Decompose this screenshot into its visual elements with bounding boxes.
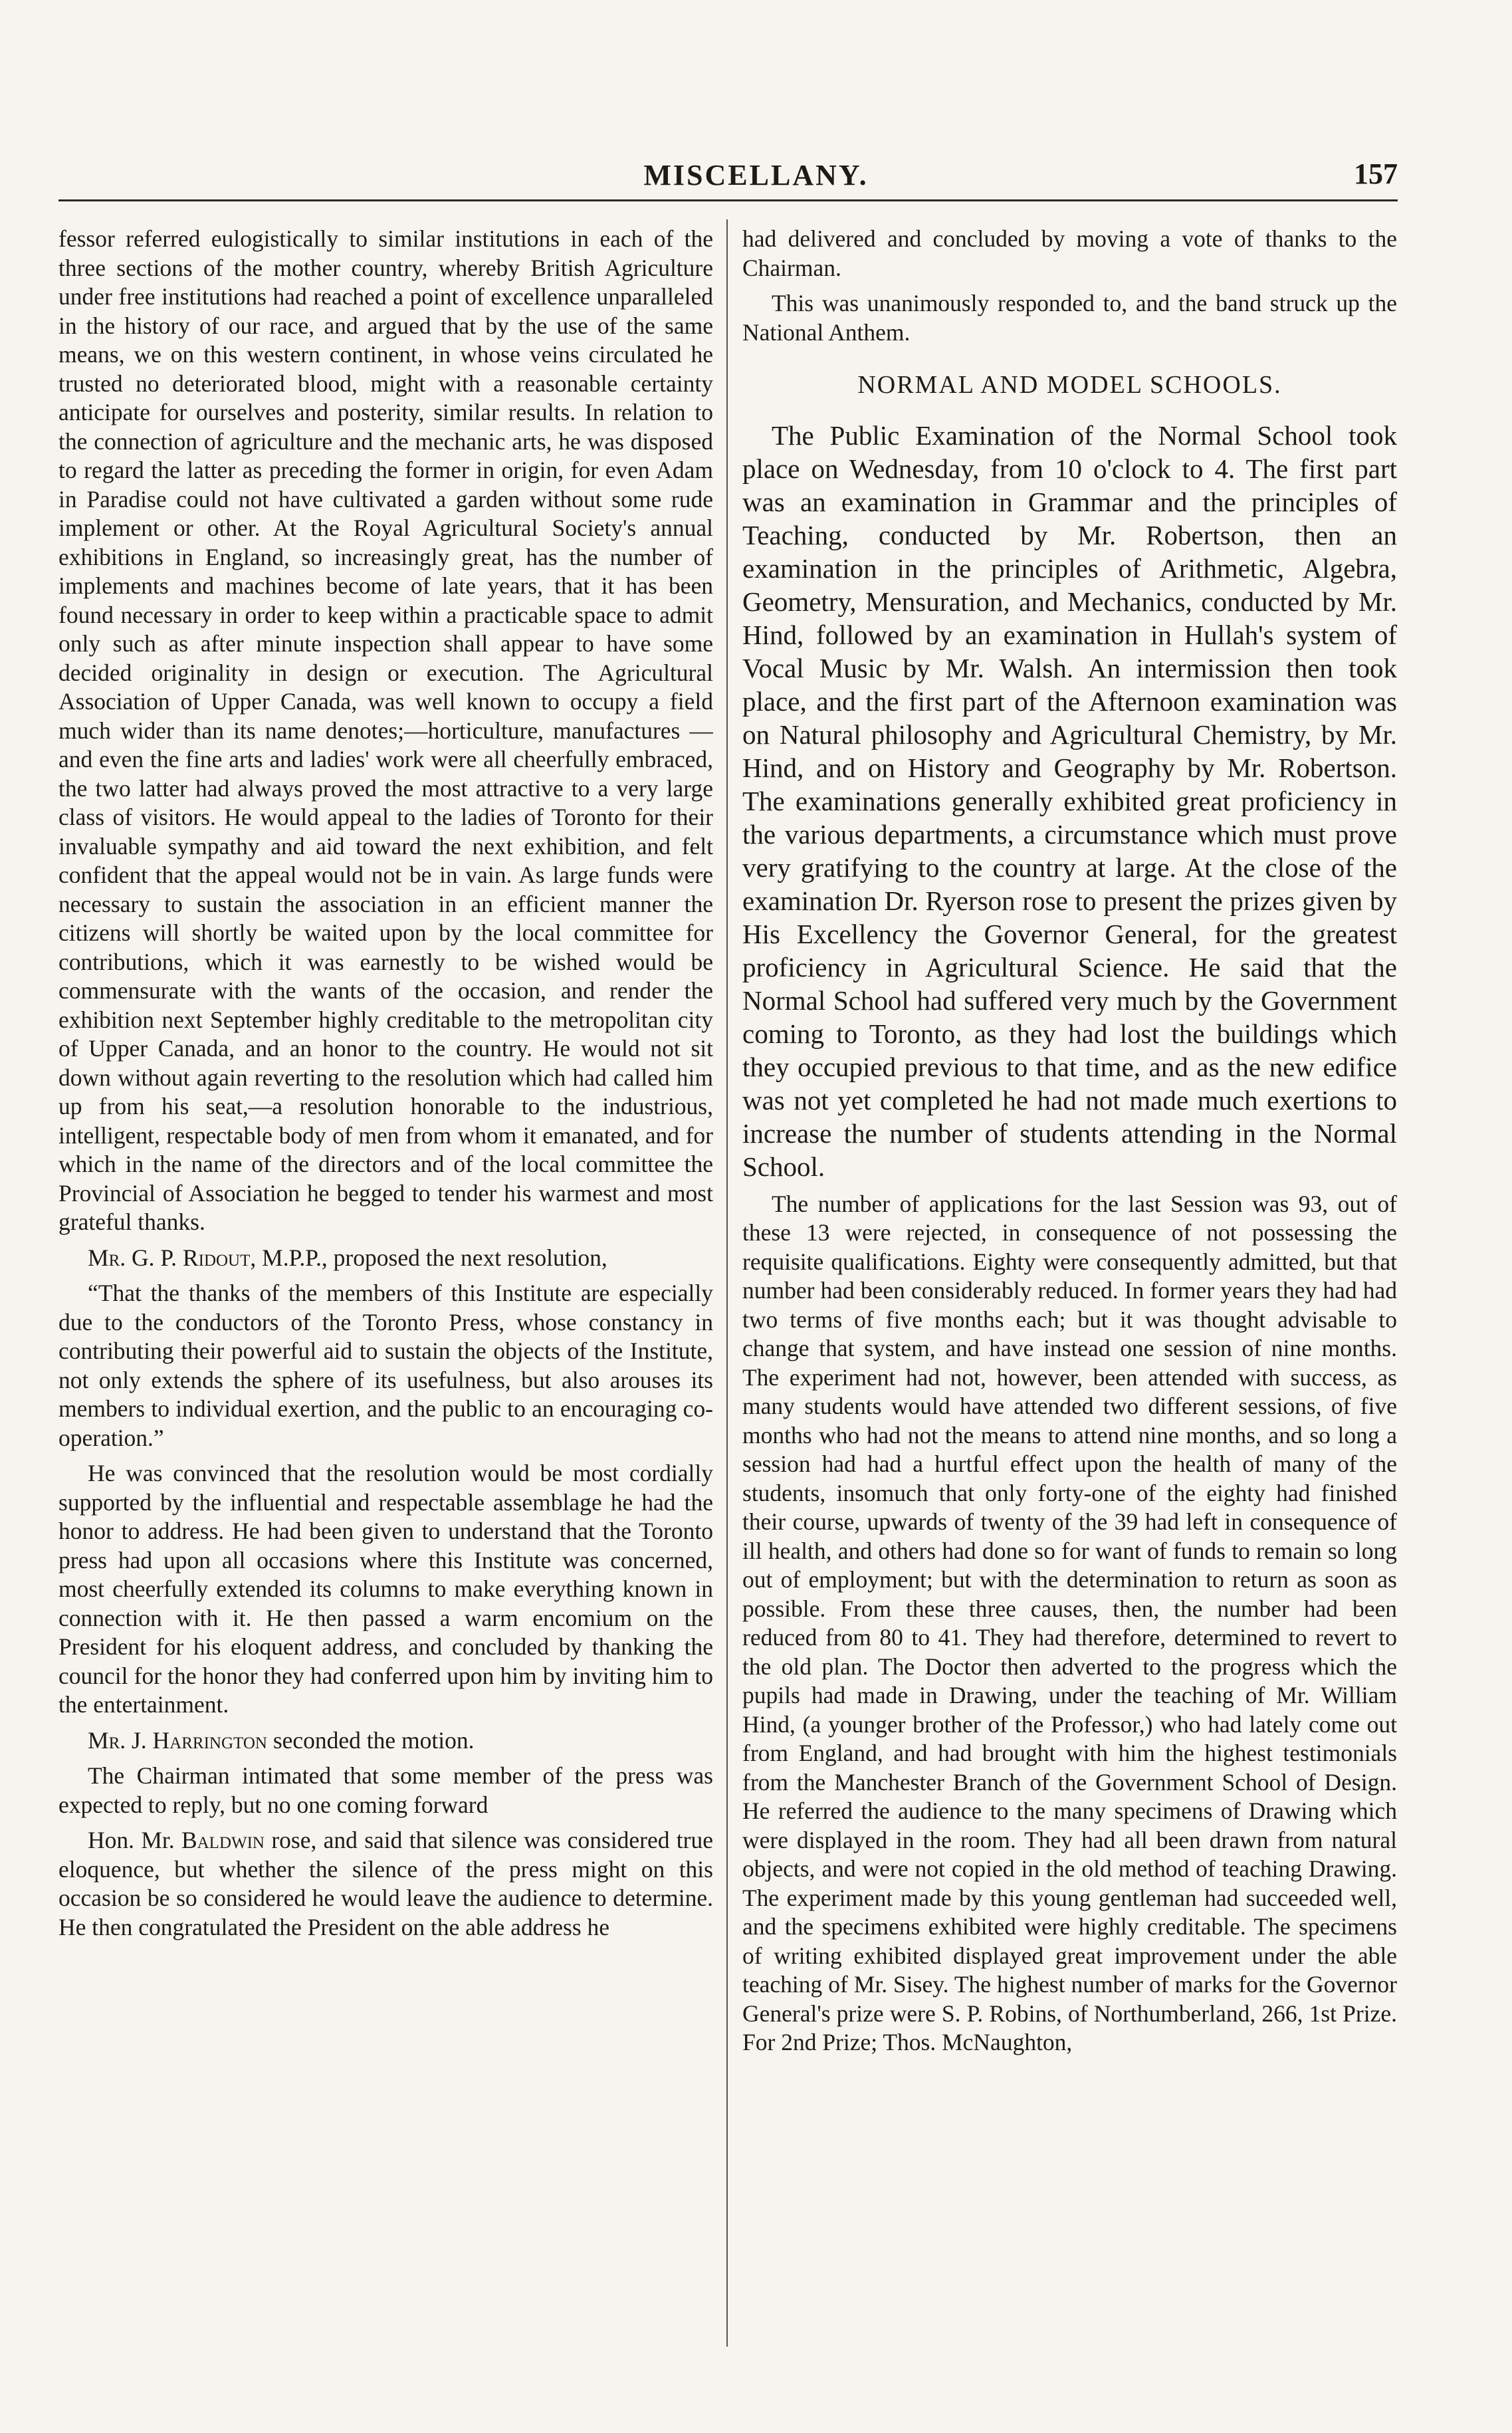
paragraph-text: Hon. Mr. — [88, 1827, 181, 1853]
left-column — [58, 225, 713, 2345]
page-number: 157 — [1354, 158, 1398, 190]
speaker-name: Mr. J. Harrington — [88, 1726, 267, 1754]
paragraph-text: seconded the motion. — [267, 1726, 475, 1754]
right-column — [742, 225, 1397, 2345]
paragraph-left-6: The Chairman intimated that some member of the press was expected to reply, but no one coming forward — [58, 1762, 713, 1818]
paragraph-left-5 — [58, 1726, 713, 1756]
resolution-quote: “That the thanks of the members of this Institute are especially due to the conductors of the Toronto Press, whose constancy in contributing their powerful aid to sustain the objects of the Institute, not only extends the sphere of its usefulness, but also arouses its members to individual exertion, and the public to an encouraging co-operation.” — [58, 1280, 713, 1451]
section-heading: NORMAL AND MODEL SCHOOLS. — [857, 371, 1282, 399]
paragraph-right-1: had delivered and concluded by moving a vote of thanks to the Chairman. — [742, 225, 1397, 281]
header-rule — [58, 199, 1398, 201]
article-lead — [742, 419, 1397, 1183]
column-divider — [726, 219, 728, 2347]
paragraph-left-1: fessor referred eulogistically to similar institutions in each of the three sections of the mother country, whereby British Agriculture under free institutions had reached a point of excellence unparalleled in the history of our race, and argued that by the use of the same means, we on this western continent, in whose veins circulated he trusted no deteriorated blood, might with a reasonable certainty anticipate for ourselves and posterity, similar results. In relation to the connection of agriculture and the mechanic arts, he was disposed to regard the latter as preceding the former in origin, for even Adam in Paradise could not have cultivated a garden without some rude implement or other. At the Royal Agricultural Society's annual exhibitions in England, so increasingly great, has the number of implements and machines become of late years, that it has been found necessary in order to keep within a practicable space to admit only such as after minute inspection shall appear to have some decided originality in design or execution. The Agricultural Association of Upper Canada, was well known to occupy a field much wider than its name denotes;—horticulture, manufactures —and even the fine arts and ladies' work were all cheerfully embraced, the two latter had always proved the most attractive to a very large class of visitors. He would appeal to the ladies of Toronto for their invaluable sympathy and aid toward the next exhibition, and felt confident that the appeal would not be in vain. As large funds were necessary to sustain the association in an efficient manner the citizens will shortly be waited upon by the local committee for contributions, which it was earnestly to be wished would be commensurate with the wants of the occasion, and render the exhibition next September highly creditable to the metropolitan city of Upper Canada, and an honor to the country. He would not sit down without again reverting to the resolution which had called him up from his seat,—a resolution honorable to the industrious, intelligent, respectable body of men from whom it emanated, and for which in the name of the directors and of the local committee the Provincial of Association he begged to tender his warmest and most grateful thanks. — [58, 225, 713, 1235]
paragraph-text: rose, and said that silence was considered true eloquence, but whether the silence of the press might on this occasion be so considered he would leave the audience to determine. He then congratulated the President on the able address he — [58, 1827, 713, 1940]
paragraph-right-3: The Public Examination of the Normal School took place on Wednesday, from 10 o'clock to 4. The first part was an examination in Grammar and the principles of Teaching, conducted by Mr. Robertson, then an examination in the principles of Arithmetic, Algebra, Geometry, Mensuration, and Mechanics, conducted by Mr. Hind, followed by an examination in Hullah's system of Vocal Music by Mr. Walsh. An intermission then took place, and the first part of the Afternoon examination was on Natural philosophy and Agricultural Chemistry, by Mr. Hind, and on History and Geography by Mr. Robertson. The examinations generally exhibited great proficiency in the various departments, a circumstance which must prove very gratifying to the country at large. At the close of the examination Dr. Ryerson rose to present the prizes given by His Excellency the Governor General, for the greatest proficiency in Agricultural Science. He said that the Normal School had suffered very much by the Government coming to Toronto, as they had lost the buildings which they occupied previous to that time, and as the new edifice was not yet completed he had not made much exertions to increase the number of students attending in the Normal School. — [742, 419, 1397, 1182]
paragraph-text: , M.P.P., proposed the next resolution, — [250, 1244, 607, 1271]
running-title: MISCELLANY. — [643, 159, 869, 191]
paragraph-right-4: The number of applications for the last Session was 93, out of these 13 were rejected, in consequence of not possessing the requisite qualifications. Eighty were consequently admitted, but that number had been considerably reduced. In former years they had had two terms of five months each; but it was thought advisable to change that system, and have instead one session of nine months. The experiment had not, however, been attended with success, as many students would have attended two different sessions, of five months who had not the means to attend nine months, and so long a session had had a hurtful effect upon the health of many of the students, insomuch that only forty-one of the eighty had finished their course, upwards of twenty of the 39 had left in consequence of ill health, and others had done so for want of funds to remain so long out of employment; but with the determination to return as soon as possible. From these three causes, then, the number had been reduced from 80 to 41. They had therefore, determined to revert to the old plan. The Doctor then adverted to the progress which the pupils had made in Drawing, under the teaching of Mr. William Hind, (a younger brother of the Professor,) who had lately come out from England, and had brought with him the highest testimonials from the Manchester Branch of the Government School of Design. He referred the audience to the many specimens of Drawing which were displayed in the room. They had all been drawn from natural objects, and were not copied in the old method of teaching Drawing. The experiment made by this young gentleman had succeeded well, and the specimens exhibited were highly creditable. The specimens of writing exhibited displayed great improvement under the able teaching of Mr. Sisey. The highest number of marks for the Governor General's prize were S. P. Robins, of Northumberland, 266, 1st Prize. For 2nd Prize; Thos. McNaughton, — [742, 1190, 1397, 2055]
paragraph-right-2: This was unanimously responded to, and the band struck up the National Anthem. — [742, 290, 1397, 346]
speaker-name: Mr. G. P. Ridout — [88, 1244, 251, 1271]
speaker-name: Baldwin — [181, 1827, 265, 1853]
paragraph-left-2 — [58, 1244, 713, 1273]
paragraph-left-4: He was convinced that the resolution would be most cordially supported by the influential and respectable assemblage he had the honor to address. He had been given to understand that the Toronto press had upon all occasions where this Institute was concerned, most cheerfully extended its columns to make everything known in connection with it. He then passed a warm encomium on the President for his eloquent address, and concluded by thanking the council for the honor they had conferred upon him by inviting him to the entertainment. — [58, 1460, 713, 1718]
paragraph-left-7 — [58, 1826, 713, 1942]
